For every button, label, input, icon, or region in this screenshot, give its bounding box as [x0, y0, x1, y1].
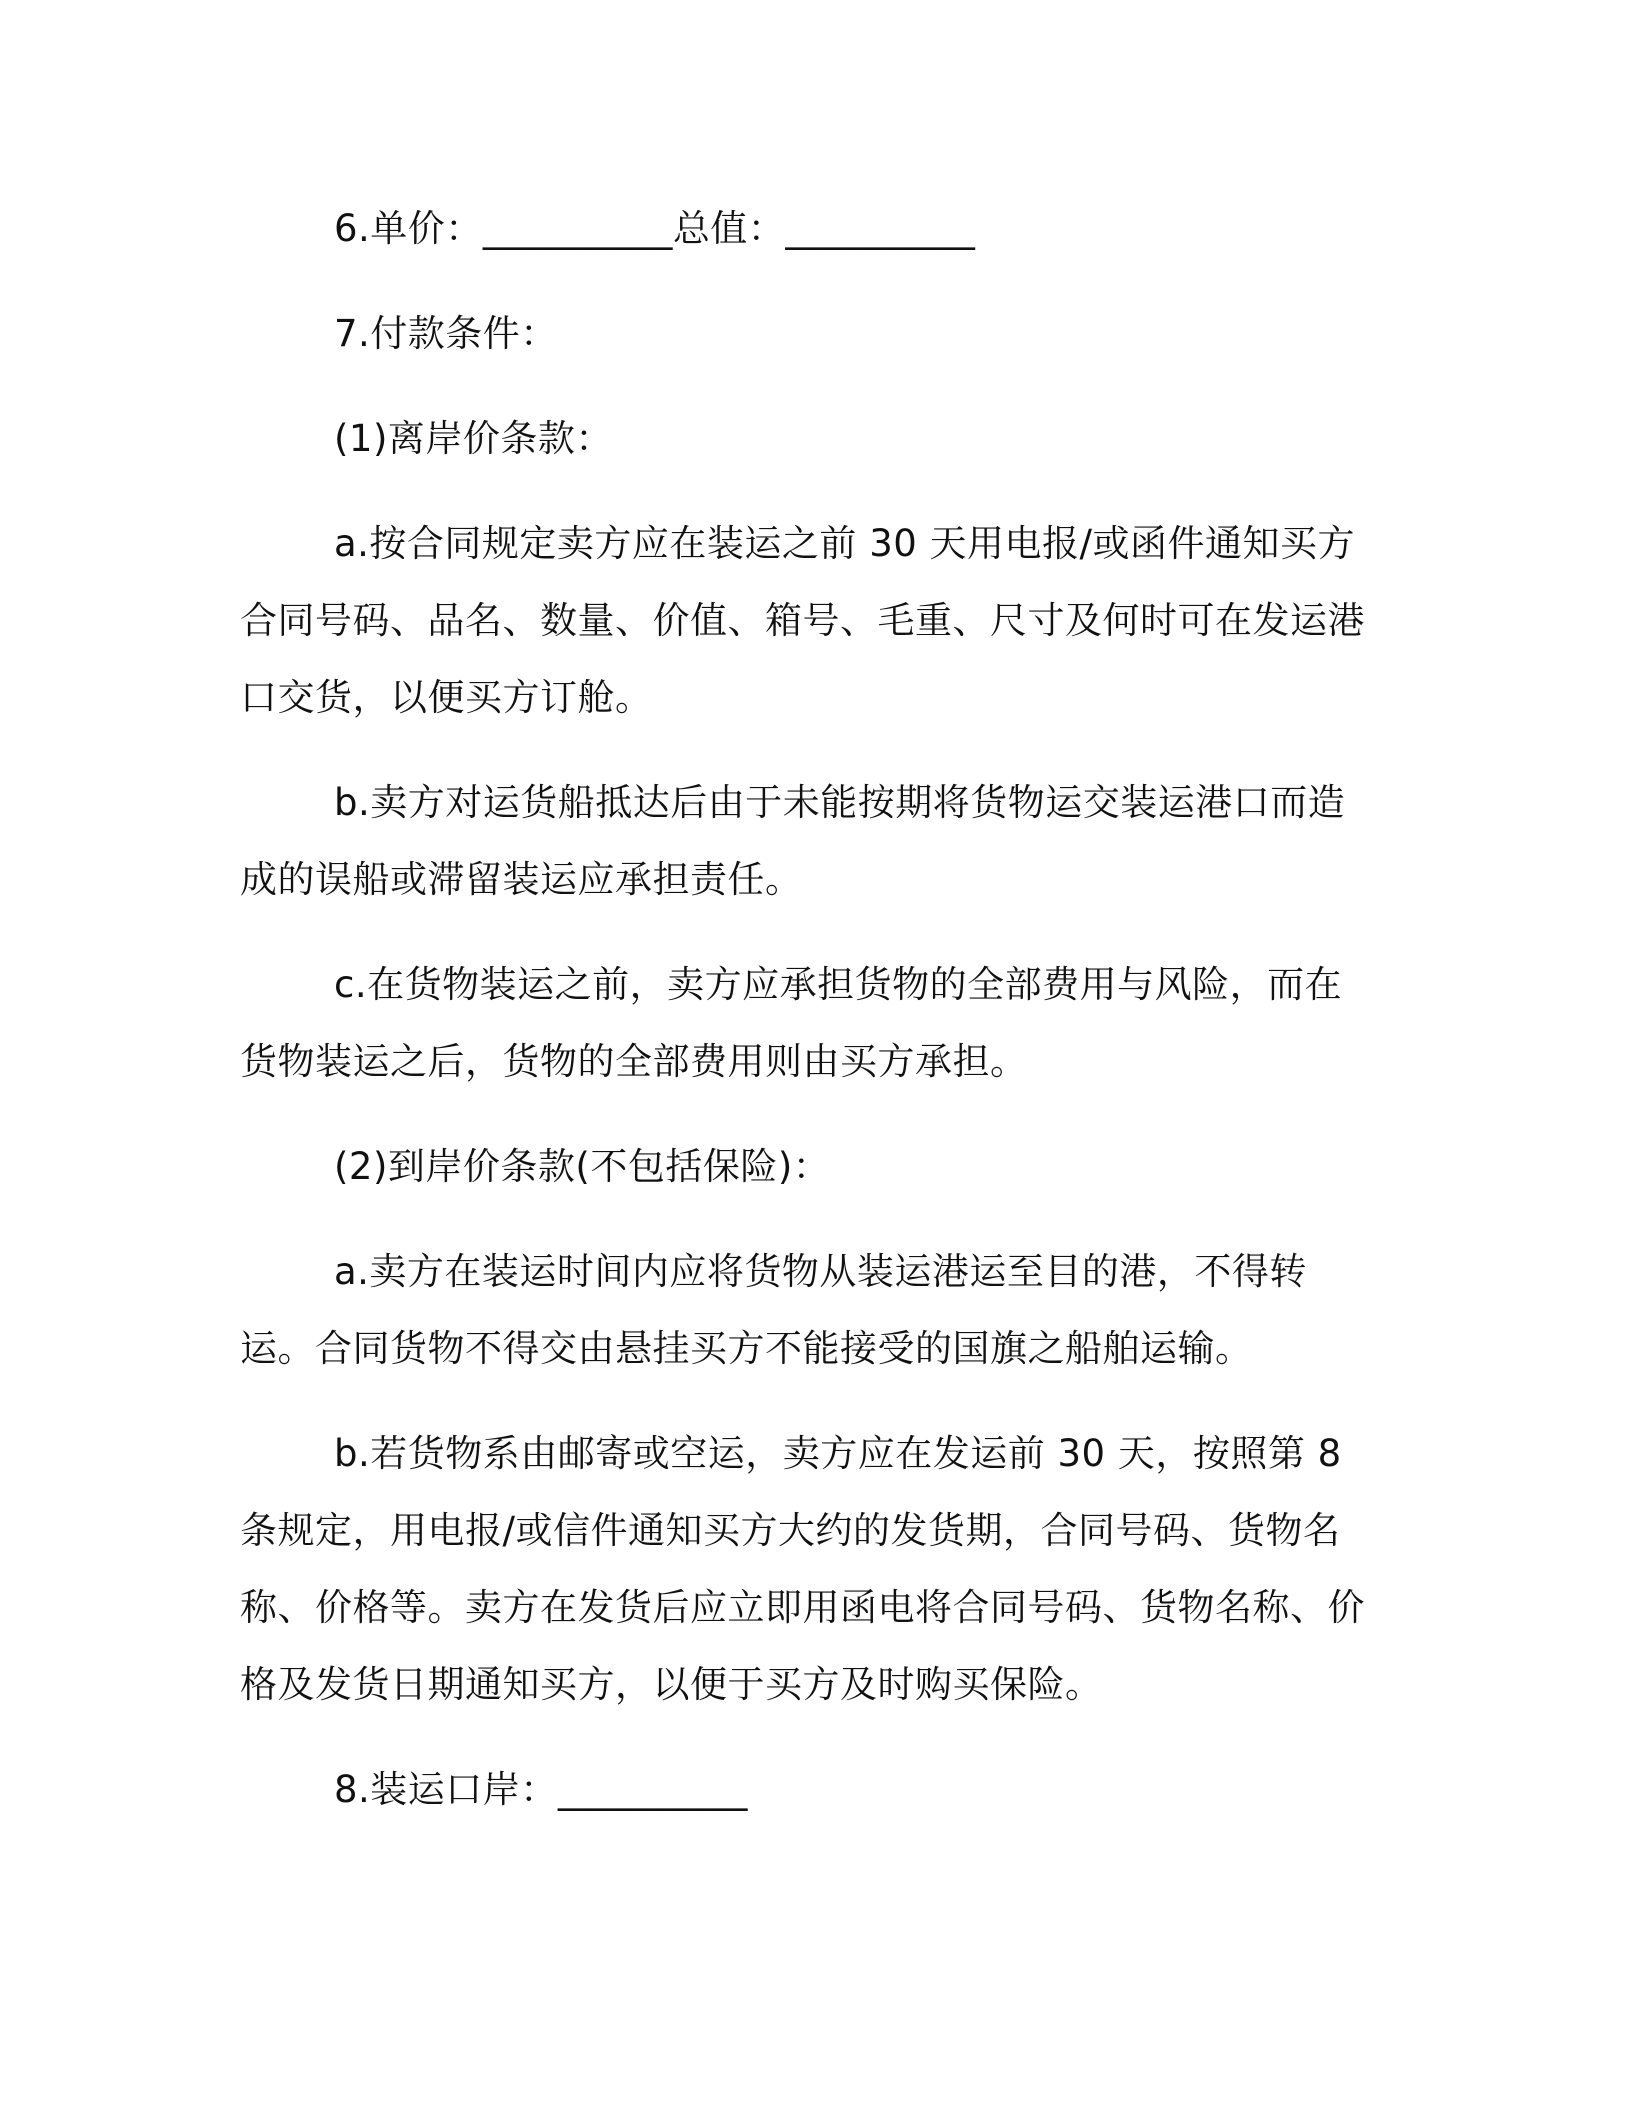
fob-clause-c: c.在货物装运之前，卖方应承担货物的全部费用与风险，而在货物装运之后，货物的全部费用则由买方承担。 [240, 963, 1343, 1083]
port-of-shipment-blank: __________ [557, 1768, 748, 1811]
unit-price-total-line [240, 190, 1375, 267]
unit-price-label: 6.单价： [334, 207, 483, 250]
document-body [240, 190, 1375, 1856]
fob-terms-heading: (1)离岸价条款： [334, 417, 613, 460]
payment-terms-heading: 7.付款条件： [334, 312, 558, 355]
cif-terms-heading: (2)到岸价条款(不包括保险)： [334, 1145, 831, 1188]
port-of-shipment-label: 8.装运口岸： [334, 1768, 558, 1811]
port-of-shipment-line [240, 1751, 1375, 1828]
cif-clause-a: a.卖方在装运时间内应将货物从装运港运至目的港，不得转运。合同货物不得交由悬挂买方不能接受的国旗之船舶运输。 [240, 1250, 1307, 1370]
total-value-blank: __________ [785, 207, 976, 250]
cif-clause-b: b.若货物系由邮寄或空运，卖方应在发运前 30 天，按照第 8 条规定，用电报/或信件通知买方大约的发货期，合同号码、货物名称、价格等。卖方在发货后应立即用函电将合同号码、货物名称、价格及发货日期通知买方，以便于买方及时购买保险。 [240, 1432, 1365, 1706]
total-value-label: 总值： [672, 207, 786, 250]
unit-price-blank: __________ [482, 207, 673, 250]
fob-clause-a: a.按合同规定卖方应在装运之前 30 天用电报/或函件通知买方合同号码、品名、数量、价值、箱号、毛重、尺寸及何时可在发运港口交货，以便买方订舱。 [240, 522, 1365, 719]
fob-clause-b: b.卖方对运货船抵达后由于未能按期将货物运交装运港口而造成的误船或滞留装运应承担责任。 [240, 781, 1346, 901]
